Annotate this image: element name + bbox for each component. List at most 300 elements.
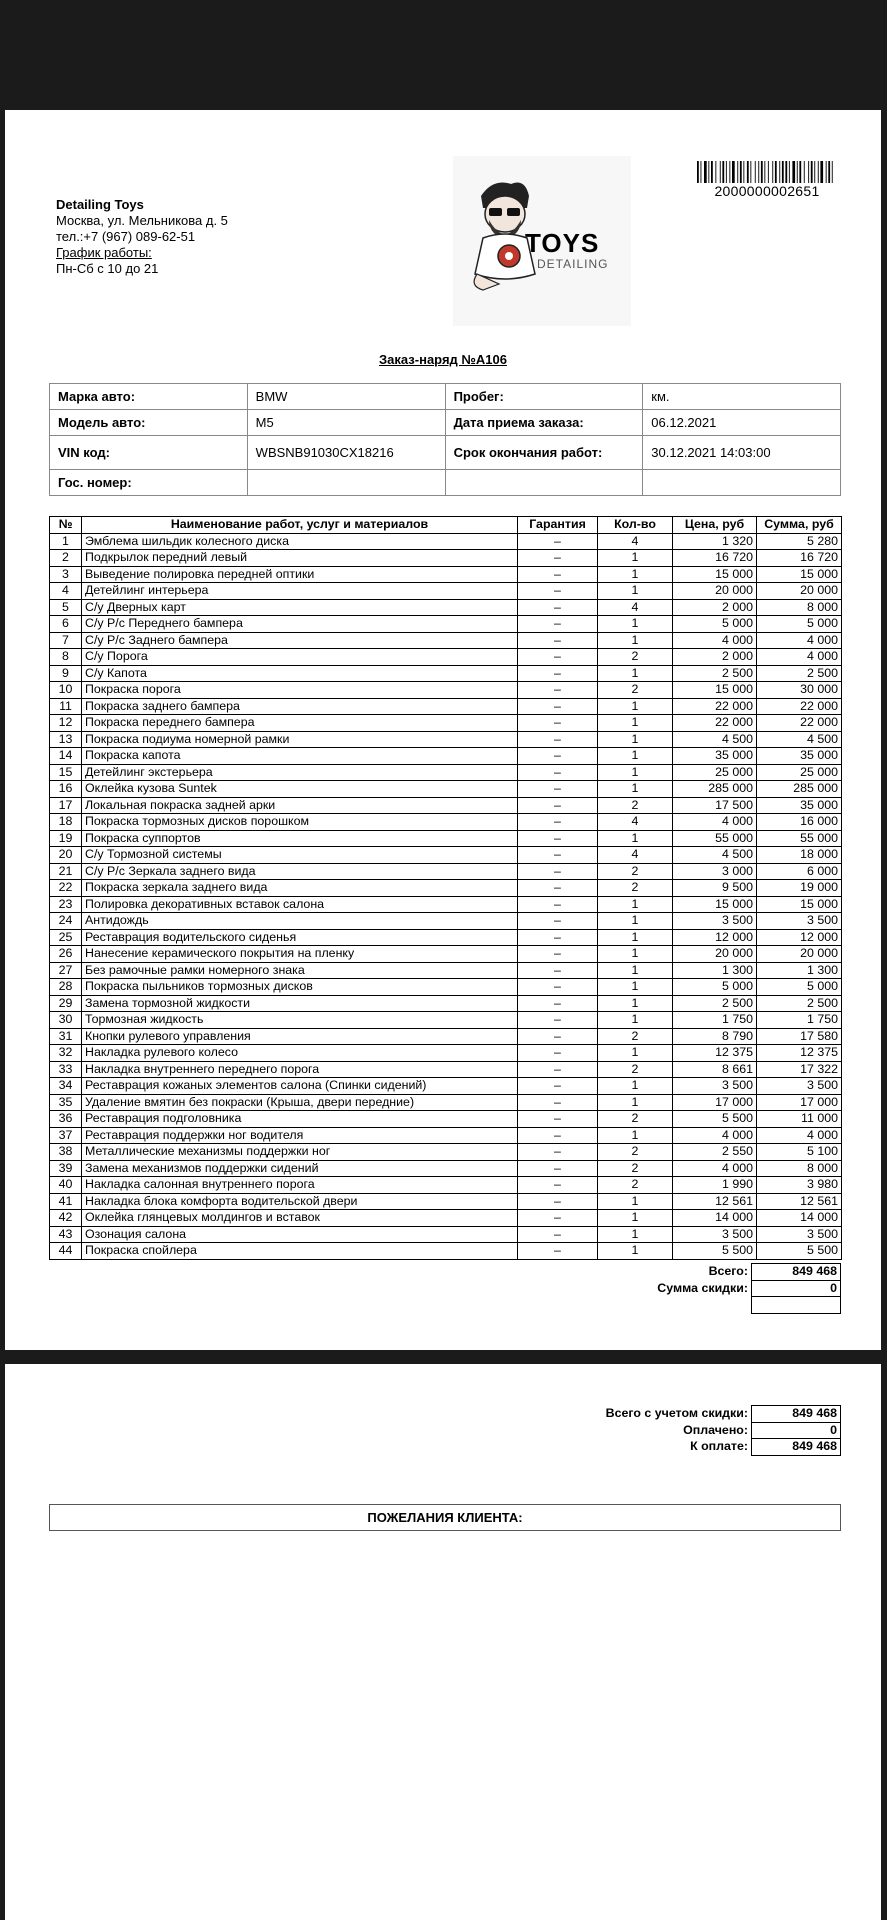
sum-cell: 20 000 [757, 946, 842, 963]
row-number-cell: 27 [50, 962, 82, 979]
price-cell: 5 500 [673, 1111, 757, 1128]
service-name-cell: Выведение полировка передней оптики [82, 566, 518, 583]
warranty-cell: – [518, 1061, 598, 1078]
row-number-cell: 6 [50, 616, 82, 633]
quantity-cell: 2 [598, 1028, 673, 1045]
service-name-cell: Замена механизмов поддержки сидений [82, 1160, 518, 1177]
company-info [56, 197, 228, 277]
mileage-label: Пробег: [445, 384, 643, 410]
price-cell: 25 000 [673, 764, 757, 781]
warranty-cell: – [518, 1045, 598, 1062]
warranty-cell: – [518, 896, 598, 913]
quantity-cell: 1 [598, 698, 673, 715]
price-cell: 55 000 [673, 830, 757, 847]
table-row [50, 913, 842, 930]
sum-cell: 22 000 [757, 698, 842, 715]
price-cell: 5 000 [673, 979, 757, 996]
quantity-cell: 2 [598, 1144, 673, 1161]
sum-cell: 5 000 [757, 979, 842, 996]
row-number-cell: 38 [50, 1144, 82, 1161]
quantity-cell: 1 [598, 583, 673, 600]
quantity-cell: 4 [598, 847, 673, 864]
price-cell: 2 000 [673, 649, 757, 666]
table-row [50, 896, 842, 913]
payment-summary [565, 1405, 841, 1456]
table-row [50, 962, 842, 979]
warranty-cell: – [518, 550, 598, 567]
sum-cell: 3 500 [757, 913, 842, 930]
service-name-cell: Подкрылок передний левый [82, 550, 518, 567]
col-header-price: Цена, руб [673, 517, 757, 534]
warranty-cell: – [518, 698, 598, 715]
price-cell: 3 000 [673, 863, 757, 880]
empty-cell [643, 470, 841, 496]
row-number-cell: 28 [50, 979, 82, 996]
sum-cell: 17 000 [757, 1094, 842, 1111]
sum-cell: 4 000 [757, 1127, 842, 1144]
service-name-cell: Кнопки рулевого управления [82, 1028, 518, 1045]
service-name-cell: Детейлинг экстерьера [82, 764, 518, 781]
service-name-cell: С/у Р/с Зеркала заднего вида [82, 863, 518, 880]
sum-cell: 35 000 [757, 748, 842, 765]
make-label: Марка авто: [50, 384, 248, 410]
price-cell: 15 000 [673, 682, 757, 699]
sum-cell: 12 561 [757, 1193, 842, 1210]
warranty-cell: – [518, 1177, 598, 1194]
paid-label: Оплачено: [683, 1422, 748, 1437]
service-name-cell: Покраска тормозных дисков порошком [82, 814, 518, 831]
sum-cell: 5 280 [757, 533, 842, 550]
table-row [50, 1094, 842, 1111]
price-cell: 14 000 [673, 1210, 757, 1227]
schedule-label: График работы: [56, 245, 152, 260]
sum-cell: 19 000 [757, 880, 842, 897]
service-name-cell: Озонация салона [82, 1226, 518, 1243]
quantity-cell: 2 [598, 649, 673, 666]
table-row [50, 830, 842, 847]
service-name-cell: Удаление вмятин без покраски (Крыша, двери передние) [82, 1094, 518, 1111]
table-row [50, 946, 842, 963]
service-name-cell: Покраска зеркала заднего вида [82, 880, 518, 897]
table-row [50, 649, 842, 666]
service-name-cell: Накладка блока комфорта водительской двери [82, 1193, 518, 1210]
with-discount-value: 849 468 [752, 1406, 841, 1423]
price-cell: 285 000 [673, 781, 757, 798]
row-number-cell: 21 [50, 863, 82, 880]
make-value: BMW [247, 384, 445, 410]
warranty-cell: – [518, 682, 598, 699]
sum-cell: 4 500 [757, 731, 842, 748]
quantity-cell: 1 [598, 913, 673, 930]
table-row [50, 880, 842, 897]
discount-label: Сумма скидки: [657, 1280, 748, 1295]
service-name-cell: Реставрация поддержки ног водителя [82, 1127, 518, 1144]
quantity-cell: 1 [598, 1210, 673, 1227]
price-cell: 1 990 [673, 1177, 757, 1194]
price-cell: 5 000 [673, 616, 757, 633]
row-number-cell: 16 [50, 781, 82, 798]
price-cell: 16 720 [673, 550, 757, 567]
vin-label: VIN код: [50, 436, 248, 470]
warranty-cell: – [518, 1160, 598, 1177]
row-number-cell: 19 [50, 830, 82, 847]
service-name-cell: С/у Тормозной системы [82, 847, 518, 864]
row-number-cell: 37 [50, 1127, 82, 1144]
quantity-cell: 1 [598, 962, 673, 979]
table-row [50, 632, 842, 649]
service-name-cell: Оклейка кузова Suntek [82, 781, 518, 798]
warranty-cell: – [518, 665, 598, 682]
table-row [50, 599, 842, 616]
plate-value [247, 470, 445, 496]
sum-cell: 3 500 [757, 1078, 842, 1095]
deadline-value: 30.12.2021 14:03:00 [643, 436, 841, 470]
table-row [50, 550, 842, 567]
warranty-cell: – [518, 1012, 598, 1029]
row-number-cell: 25 [50, 929, 82, 946]
quantity-cell: 2 [598, 863, 673, 880]
total-value: 849 468 [752, 1264, 841, 1281]
warranty-cell: – [518, 1094, 598, 1111]
vin-value: WBSNB91030CX18216 [247, 436, 445, 470]
warranty-cell: – [518, 1028, 598, 1045]
table-row [50, 731, 842, 748]
model-label: Модель авто: [50, 410, 248, 436]
sum-cell: 5 100 [757, 1144, 842, 1161]
sum-cell: 3 500 [757, 1226, 842, 1243]
service-name-cell: Локальная покраска задней арки [82, 797, 518, 814]
warranty-cell: – [518, 1210, 598, 1227]
table-row [50, 863, 842, 880]
price-cell: 4 500 [673, 847, 757, 864]
quantity-cell: 1 [598, 566, 673, 583]
service-name-cell: Покраска суппортов [82, 830, 518, 847]
quantity-cell: 1 [598, 1193, 673, 1210]
quantity-cell: 1 [598, 896, 673, 913]
warranty-cell: – [518, 748, 598, 765]
empty-cell [625, 1297, 752, 1314]
table-row [50, 1028, 842, 1045]
service-name-cell: С/у Р/с Переднего бампера [82, 616, 518, 633]
table-row [50, 1078, 842, 1095]
row-number-cell: 32 [50, 1045, 82, 1062]
quantity-cell: 1 [598, 1045, 673, 1062]
table-header-row [50, 517, 842, 534]
quantity-cell: 4 [598, 814, 673, 831]
service-name-cell: Тормозная жидкость [82, 1012, 518, 1029]
table-row [50, 665, 842, 682]
row-number-cell: 2 [50, 550, 82, 567]
vehicle-info-table [49, 383, 841, 496]
quantity-cell: 1 [598, 764, 673, 781]
table-row [50, 979, 842, 996]
price-cell: 2 550 [673, 1144, 757, 1161]
table-row [50, 1144, 842, 1161]
price-cell: 4 000 [673, 814, 757, 831]
warranty-cell: – [518, 616, 598, 633]
price-cell: 12 375 [673, 1045, 757, 1062]
service-name-cell: Оклейка глянцевых молдингов и вставок [82, 1210, 518, 1227]
quantity-cell: 1 [598, 995, 673, 1012]
quantity-cell: 1 [598, 550, 673, 567]
service-name-cell: С/у Порога [82, 649, 518, 666]
row-number-cell: 41 [50, 1193, 82, 1210]
sum-cell: 4 000 [757, 632, 842, 649]
service-name-cell: Металлические механизмы поддержки ног [82, 1144, 518, 1161]
logo-title: TOYS [525, 228, 600, 258]
warranty-cell: – [518, 830, 598, 847]
quantity-cell: 1 [598, 781, 673, 798]
table-row [50, 715, 842, 732]
row-number-cell: 5 [50, 599, 82, 616]
price-cell: 22 000 [673, 715, 757, 732]
service-name-cell: Реставрация подголовника [82, 1111, 518, 1128]
row-number-cell: 23 [50, 896, 82, 913]
table-row [50, 533, 842, 550]
warranty-cell: – [518, 1226, 598, 1243]
row-number-cell: 43 [50, 1226, 82, 1243]
warranty-cell: – [518, 632, 598, 649]
warranty-cell: – [518, 1144, 598, 1161]
service-name-cell: Покраска спойлера [82, 1243, 518, 1260]
row-number-cell: 18 [50, 814, 82, 831]
price-cell: 1 750 [673, 1012, 757, 1029]
row-number-cell: 13 [50, 731, 82, 748]
sum-cell: 16 000 [757, 814, 842, 831]
empty-total-cell [752, 1297, 841, 1314]
plate-label: Гос. номер: [50, 470, 248, 496]
warranty-cell: – [518, 929, 598, 946]
due-label: К оплате: [690, 1439, 748, 1453]
service-name-cell: С/у Р/с Заднего бампера [82, 632, 518, 649]
price-cell: 12 000 [673, 929, 757, 946]
quantity-cell: 1 [598, 1078, 673, 1095]
price-cell: 8 661 [673, 1061, 757, 1078]
row-number-cell: 8 [50, 649, 82, 666]
service-name-cell: Эмблема шильдик колесного диска [82, 533, 518, 550]
company-address: Москва, ул. Мельникова д. 5 [56, 213, 228, 228]
service-name-cell: Антидождь [82, 913, 518, 930]
service-name-cell: Реставрация водительского сиденья [82, 929, 518, 946]
sum-cell: 6 000 [757, 863, 842, 880]
sum-cell: 20 000 [757, 583, 842, 600]
row-number-cell: 36 [50, 1111, 82, 1128]
row-number-cell: 17 [50, 797, 82, 814]
quantity-cell: 1 [598, 748, 673, 765]
table-row [50, 847, 842, 864]
row-number-cell: 40 [50, 1177, 82, 1194]
row-number-cell: 9 [50, 665, 82, 682]
service-name-cell: С/у Дверных карт [82, 599, 518, 616]
order-page-2 [5, 1364, 881, 1920]
price-cell: 17 500 [673, 797, 757, 814]
table-row [50, 1111, 842, 1128]
sum-cell: 1 750 [757, 1012, 842, 1029]
services-table [49, 516, 842, 1260]
warranty-cell: – [518, 781, 598, 798]
sum-cell: 12 375 [757, 1045, 842, 1062]
mileage-unit: км. [643, 384, 841, 410]
warranty-cell: – [518, 847, 598, 864]
order-page-1 [5, 110, 881, 1350]
row-number-cell: 31 [50, 1028, 82, 1045]
warranty-cell: – [518, 995, 598, 1012]
service-name-cell: Покраска переднего бампера [82, 715, 518, 732]
warranty-cell: – [518, 863, 598, 880]
quantity-cell: 4 [598, 599, 673, 616]
quantity-cell: 1 [598, 979, 673, 996]
table-row [50, 1193, 842, 1210]
price-cell: 15 000 [673, 566, 757, 583]
row-number-cell: 24 [50, 913, 82, 930]
warranty-cell: – [518, 599, 598, 616]
price-cell: 20 000 [673, 583, 757, 600]
row-number-cell: 35 [50, 1094, 82, 1111]
service-name-cell: Детейлинг интерьера [82, 583, 518, 600]
service-name-cell: Накладка внутреннего переднего порога [82, 1061, 518, 1078]
with-discount-label: Всего с учетом скидки: [605, 1406, 748, 1420]
service-name-cell: Замена тормозной жидкости [82, 995, 518, 1012]
sum-cell: 1 300 [757, 962, 842, 979]
price-cell: 8 790 [673, 1028, 757, 1045]
row-number-cell: 4 [50, 583, 82, 600]
table-row [50, 1243, 842, 1260]
price-cell: 4 000 [673, 632, 757, 649]
sum-cell: 2 500 [757, 995, 842, 1012]
price-cell: 5 500 [673, 1243, 757, 1260]
table-row [50, 1160, 842, 1177]
price-cell: 17 000 [673, 1094, 757, 1111]
table-row [50, 583, 842, 600]
service-name-cell: Без рамочные рамки номерного знака [82, 962, 518, 979]
warranty-cell: – [518, 1078, 598, 1095]
row-number-cell: 44 [50, 1243, 82, 1260]
warranty-cell: – [518, 880, 598, 897]
col-header-name: Наименование работ, услуг и материалов [82, 517, 518, 534]
quantity-cell: 4 [598, 533, 673, 550]
discount-value: 0 [752, 1280, 841, 1297]
sum-cell: 17 322 [757, 1061, 842, 1078]
price-cell: 3 500 [673, 1078, 757, 1095]
row-number-cell: 39 [50, 1160, 82, 1177]
price-cell: 20 000 [673, 946, 757, 963]
warranty-cell: – [518, 566, 598, 583]
price-cell: 35 000 [673, 748, 757, 765]
quantity-cell: 1 [598, 946, 673, 963]
warranty-cell: – [518, 533, 598, 550]
table-row [50, 566, 842, 583]
barcode-number: 2000000002651 [714, 183, 820, 199]
row-number-cell: 34 [50, 1078, 82, 1095]
row-number-cell: 11 [50, 698, 82, 715]
service-name-cell: Покраска капота [82, 748, 518, 765]
table-row [50, 682, 842, 699]
sum-cell: 15 000 [757, 896, 842, 913]
logo [453, 156, 631, 326]
warranty-cell: – [518, 979, 598, 996]
sum-cell: 285 000 [757, 781, 842, 798]
warranty-cell: – [518, 946, 598, 963]
quantity-cell: 2 [598, 1160, 673, 1177]
quantity-cell: 2 [598, 1111, 673, 1128]
row-number-cell: 33 [50, 1061, 82, 1078]
quantity-cell: 1 [598, 830, 673, 847]
table-row [50, 1061, 842, 1078]
service-name-cell: С/у Капота [82, 665, 518, 682]
row-number-cell: 30 [50, 1012, 82, 1029]
quantity-cell: 1 [598, 731, 673, 748]
price-cell: 2 000 [673, 599, 757, 616]
price-cell: 2 500 [673, 665, 757, 682]
price-cell: 12 561 [673, 1193, 757, 1210]
sum-cell: 5 000 [757, 616, 842, 633]
warranty-cell: – [518, 1111, 598, 1128]
quantity-cell: 2 [598, 682, 673, 699]
col-header-warranty: Гарантия [518, 517, 598, 534]
quantity-cell: 1 [598, 632, 673, 649]
row-number-cell: 20 [50, 847, 82, 864]
table-row [50, 1226, 842, 1243]
warranty-cell: – [518, 731, 598, 748]
company-phone: тел.:+7 (967) 089-62-51 [56, 229, 196, 244]
row-number-cell: 15 [50, 764, 82, 781]
due-value: 849 468 [752, 1439, 841, 1456]
warranty-cell: – [518, 1243, 598, 1260]
quantity-cell: 1 [598, 616, 673, 633]
sum-cell: 8 000 [757, 1160, 842, 1177]
service-name-cell: Полировка декоративных вставок салона [82, 896, 518, 913]
sum-cell: 16 720 [757, 550, 842, 567]
service-name-cell: Покраска заднего бампера [82, 698, 518, 715]
price-cell: 1 320 [673, 533, 757, 550]
row-number-cell: 22 [50, 880, 82, 897]
col-header-qty: Кол-во [598, 517, 673, 534]
sum-cell: 35 000 [757, 797, 842, 814]
quantity-cell: 2 [598, 1061, 673, 1078]
quantity-cell: 2 [598, 1177, 673, 1194]
sum-cell: 30 000 [757, 682, 842, 699]
quantity-cell: 1 [598, 1094, 673, 1111]
price-cell: 4 000 [673, 1160, 757, 1177]
warranty-cell: – [518, 1127, 598, 1144]
order-date-label: Дата приема заказа: [445, 410, 643, 436]
table-row [50, 1127, 842, 1144]
quantity-cell: 1 [598, 715, 673, 732]
warranty-cell: – [518, 649, 598, 666]
quantity-cell: 1 [598, 665, 673, 682]
sum-cell: 4 000 [757, 649, 842, 666]
empty-cell [445, 470, 643, 496]
service-name-cell: Покраска подиума номерной рамки [82, 731, 518, 748]
col-header-sum: Сумма, руб [757, 517, 842, 534]
quantity-cell: 1 [598, 1012, 673, 1029]
warranty-cell: – [518, 962, 598, 979]
row-number-cell: 12 [50, 715, 82, 732]
warranty-cell: – [518, 583, 598, 600]
price-cell: 2 500 [673, 995, 757, 1012]
table-row [50, 616, 842, 633]
quantity-cell: 1 [598, 1243, 673, 1260]
sum-cell: 8 000 [757, 599, 842, 616]
service-name-cell: Реставрация кожаных элементов салона (Спинки сидений) [82, 1078, 518, 1095]
service-name-cell: Нанесение керамического покрытия на пленку [82, 946, 518, 963]
warranty-cell: – [518, 797, 598, 814]
sum-cell: 3 980 [757, 1177, 842, 1194]
warranty-cell: – [518, 715, 598, 732]
price-cell: 9 500 [673, 880, 757, 897]
price-cell: 4 000 [673, 1127, 757, 1144]
sum-cell: 17 580 [757, 1028, 842, 1045]
